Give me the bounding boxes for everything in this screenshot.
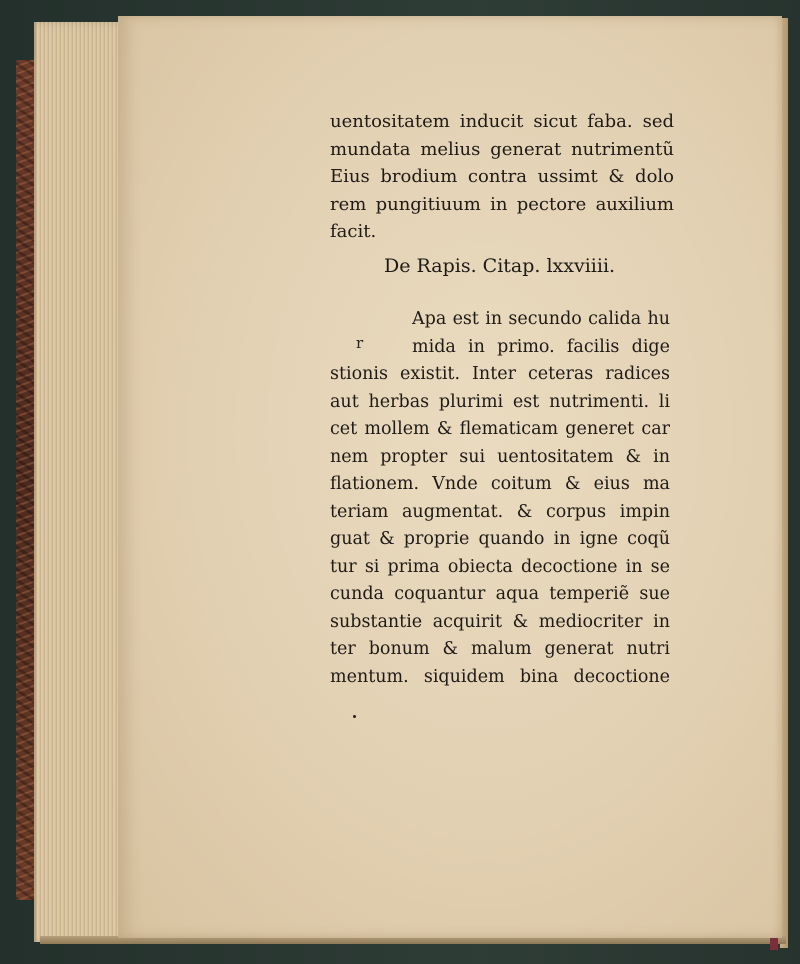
text-line: aut herbas plurimi est nutrimenti. li [330,391,670,412]
ink-speck [353,715,356,718]
text-line: ter bonum & malum generat nutri [330,639,670,659]
text-line: flationem. Vnde coitum & eius ma [330,474,670,494]
text-line: substantie acquirit & mediocriter in [330,611,670,632]
text-line: nem propter sui uentositatem & in [330,446,670,467]
text-line: uentositatem inducit sicut faba. sed [330,111,674,132]
text-line: facit. [330,221,377,242]
text-line: guat & proprie quando in igne coqũ [330,529,670,549]
text-line: Eius brodium contra ussimt & dolo [330,166,674,187]
text-line: mentum. siquidem bina decoctione [330,666,670,687]
text-line: cunda coquantur aqua temperiẽ sue [330,584,670,604]
text-line: teriam augmentat. & corpus impin [330,501,670,522]
top-text-block [330,108,690,246]
text-line: mida in primo. facilis dige [412,336,670,357]
text-line: rem pungitiuum in pectore auxilium [330,193,674,215]
text-line: cet mollem & flematicam generet car [330,419,670,439]
chapter-paragraph [330,306,678,691]
text-line: tur si prima obiecta decoctione in se [330,556,670,577]
text-line: stionis existit. Inter ceteras radices [330,364,670,384]
text-line: Apa est in secundo calida hu [412,309,670,329]
text-line: mundata melius generat nutrimentũ [330,138,674,160]
chapter-heading: De Rapis. Citap. lxxviiii. [384,255,616,277]
guide-letter: r [356,334,364,352]
